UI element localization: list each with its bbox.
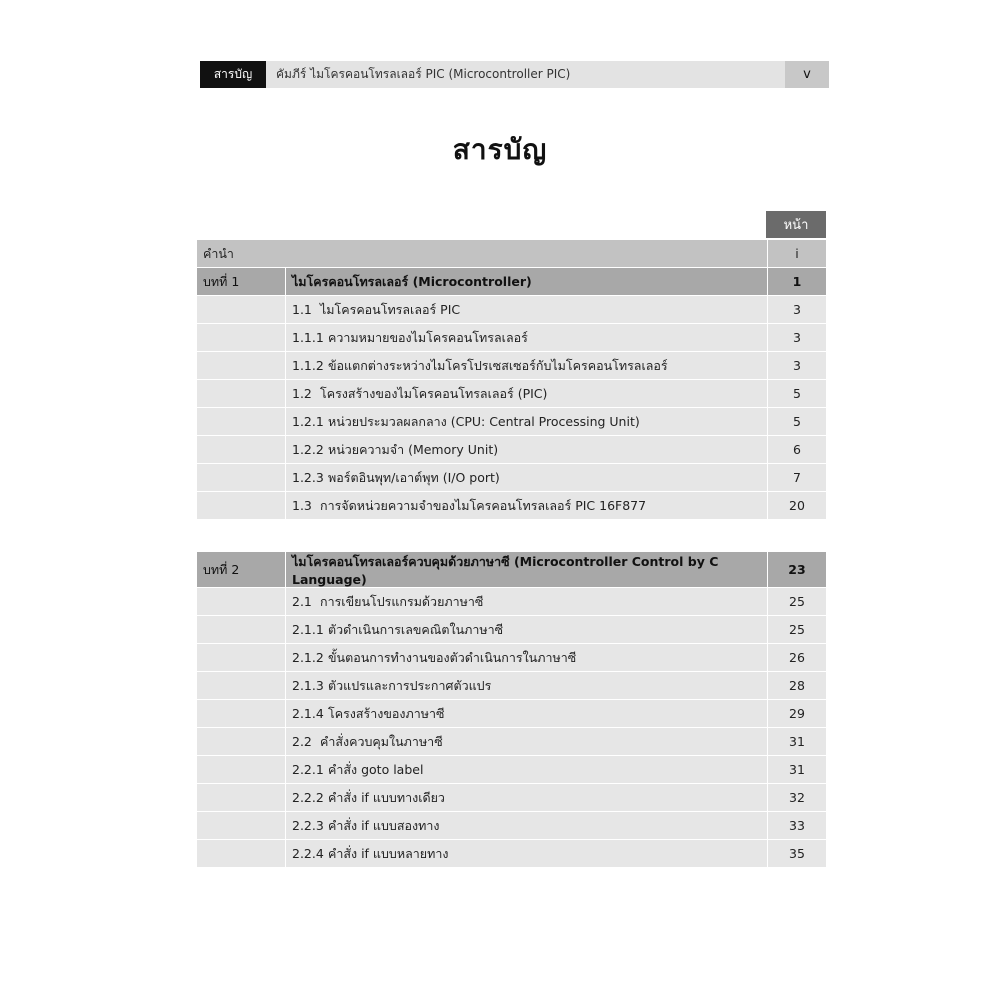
toc-row[interactable] — [197, 380, 827, 408]
toc-page-number: 3 — [768, 324, 827, 352]
toc-blank-cell — [197, 588, 286, 616]
toc-entry-number: 2.2.4 — [292, 845, 324, 861]
toc-row[interactable] — [197, 352, 827, 380]
toc-entry-number: 1.1.2 — [292, 357, 324, 373]
toc-blank-cell — [197, 380, 286, 408]
toc-entry-text: ตัวดำเนินการเลขคณิตในภาษาซี — [328, 621, 504, 637]
toc-row[interactable] — [197, 672, 827, 700]
toc-entry-number: 1.2.2 — [292, 441, 324, 457]
toc-chapter-title-text: ไมโครคอนโทรลเลอร์ (Microcontroller) — [292, 273, 532, 289]
toc-entry-number: 2.2.3 — [292, 817, 324, 833]
toc-entry-number: 1.3 — [292, 497, 312, 513]
toc-page-number: 35 — [768, 840, 827, 868]
toc-entry — [286, 616, 768, 644]
toc-entry-number: 2.1.4 — [292, 705, 324, 721]
toc-row[interactable] — [197, 728, 827, 756]
toc-chapter-label: บทที่ 1 — [197, 268, 286, 296]
toc-entry — [286, 644, 768, 672]
toc-page-number: 23 — [768, 552, 827, 588]
toc-page-number: 5 — [768, 408, 827, 436]
toc-chapter-title — [286, 268, 768, 296]
toc-page-number: 32 — [768, 784, 827, 812]
toc-entry — [286, 492, 768, 520]
toc-entry-number: 1.1 — [292, 301, 312, 317]
toc-entry-number: 2.1.3 — [292, 677, 324, 693]
toc-entry-text: คำสั่ง if แบบทางเดียว — [328, 789, 445, 805]
toc-row[interactable] — [197, 588, 827, 616]
toc-entry-text: การเขียนโปรแกรมด้วยภาษาซี — [320, 593, 484, 609]
toc-page-number: i — [768, 240, 827, 268]
toc-entry — [286, 380, 768, 408]
toc-entry-number: 2.2.2 — [292, 789, 324, 805]
toc-page-number: 1 — [768, 268, 827, 296]
toc-entry — [286, 672, 768, 700]
toc-blank-cell — [197, 812, 286, 840]
toc-row[interactable] — [197, 756, 827, 784]
toc-page-number: 6 — [768, 436, 827, 464]
toc-entry — [286, 728, 768, 756]
toc-entry-number: 1.2 — [292, 385, 312, 401]
header-page-number: v — [785, 61, 829, 88]
toc-page-number: 33 — [768, 812, 827, 840]
toc-entry-number: 2.1.2 — [292, 649, 324, 665]
toc-blank-cell — [197, 296, 286, 324]
toc-blank-cell — [197, 492, 286, 520]
toc-row[interactable] — [197, 700, 827, 728]
toc-entry — [286, 464, 768, 492]
toc-entry-text: ตัวแปรและการประกาศตัวแปร — [328, 677, 492, 693]
toc-page-number: 31 — [768, 728, 827, 756]
toc-blank-cell — [197, 700, 286, 728]
toc-row[interactable] — [197, 812, 827, 840]
toc-page-number: 7 — [768, 464, 827, 492]
toc-row[interactable] — [197, 296, 827, 324]
toc-page-number: 5 — [768, 380, 827, 408]
toc-row[interactable] — [197, 644, 827, 672]
toc-blank-cell — [197, 784, 286, 812]
toc-entry-text: คำสั่ง if แบบหลายทาง — [328, 845, 449, 861]
toc-row-chapter[interactable] — [197, 268, 827, 296]
toc-page-number: 20 — [768, 492, 827, 520]
toc-entry — [286, 324, 768, 352]
toc-blank-cell — [197, 324, 286, 352]
toc-chapter-title-text: ไมโครคอนโทรลเลอร์ควบคุมด้วยภาษาซี (Microcontroller Control by C Language) — [292, 554, 719, 587]
toc-entry — [286, 840, 768, 868]
toc-entry-text: การจัดหน่วยความจำของไมโครคอนโทรลเลอร์ PIC 16F877 — [320, 497, 647, 513]
toc-blank-cell — [197, 352, 286, 380]
page-title: สารบัญ — [452, 133, 548, 166]
toc-entry — [286, 436, 768, 464]
toc-blank-cell — [197, 672, 286, 700]
toc-entry-text: โครงสร้างของภาษาซี — [328, 705, 445, 721]
toc-entry-text: หน่วยความจำ (Memory Unit) — [328, 441, 499, 457]
toc-blank-cell — [197, 408, 286, 436]
page-column-label: หน้า — [766, 211, 826, 238]
toc-entry-number: 2.1 — [292, 593, 312, 609]
toc-entry-number: 1.1.1 — [292, 329, 324, 345]
toc-row-preface[interactable] — [197, 240, 827, 268]
toc-row[interactable] — [197, 408, 827, 436]
toc-preface-label: คำนำ — [197, 240, 768, 268]
toc-table-chapter-2 — [196, 551, 827, 868]
toc-entry-number: 2.2.1 — [292, 761, 324, 777]
toc-page-number: 26 — [768, 644, 827, 672]
toc-page-number: 25 — [768, 588, 827, 616]
toc-row[interactable] — [197, 436, 827, 464]
toc-entry-text: คำสั่งควบคุมในภาษาซี — [320, 733, 443, 749]
toc-entry — [286, 408, 768, 436]
toc-page-number: 28 — [768, 672, 827, 700]
toc-entry-text: หน่วยประมวลผลกลาง (CPU: Central Processing Unit) — [328, 413, 640, 429]
toc-entry-text: โครงสร้างของไมโครคอนโทรลเลอร์ (PIC) — [320, 385, 548, 401]
toc-row[interactable] — [197, 464, 827, 492]
toc-row-chapter[interactable] — [197, 552, 827, 588]
toc-entry — [286, 784, 768, 812]
toc-blank-cell — [197, 728, 286, 756]
toc-row[interactable] — [197, 324, 827, 352]
toc-entry — [286, 296, 768, 324]
toc-entry-text: คำสั่ง if แบบสองทาง — [328, 817, 440, 833]
toc-blank-cell — [197, 840, 286, 868]
toc-row[interactable] — [197, 784, 827, 812]
toc-table-chapter-1 — [196, 239, 827, 520]
toc-page-number: 29 — [768, 700, 827, 728]
toc-page-number: 31 — [768, 756, 827, 784]
toc-blank-cell — [197, 464, 286, 492]
toc-entry — [286, 588, 768, 616]
toc-row[interactable] — [197, 492, 827, 520]
running-header — [200, 61, 829, 88]
toc-blank-cell — [197, 436, 286, 464]
toc-row[interactable] — [197, 840, 827, 868]
toc-entry-text: ไมโครคอนโทรลเลอร์ PIC — [320, 301, 461, 317]
toc-row[interactable] — [197, 616, 827, 644]
toc-entry-text: พอร์ตอินพุท/เอาต์พุท (I/O port) — [328, 469, 500, 485]
toc-page-number: 25 — [768, 616, 827, 644]
toc-blank-cell — [197, 644, 286, 672]
toc-chapter-label: บทที่ 2 — [197, 552, 286, 588]
toc-chapter-title — [286, 552, 768, 588]
header-section-label: สารบัญ — [200, 61, 266, 88]
toc-entry — [286, 700, 768, 728]
toc-entry-number: 2.1.1 — [292, 621, 324, 637]
toc-blank-cell — [197, 756, 286, 784]
toc-entry-number: 1.2.3 — [292, 469, 324, 485]
header-book-title: คัมภีร์ ไมโครคอนโทรลเลอร์ PIC (Microcontroller PIC) — [266, 61, 785, 88]
toc-entry — [286, 756, 768, 784]
toc-page-number: 3 — [768, 352, 827, 380]
toc-blank-cell — [197, 616, 286, 644]
toc-entry-number: 1.2.1 — [292, 413, 324, 429]
toc-entry-text: คำสั่ง goto label — [328, 761, 424, 777]
toc-entry — [286, 812, 768, 840]
toc-entry-text: ขั้นตอนการทำงานของตัวดำเนินการในภาษาซี — [328, 649, 577, 665]
toc-entry — [286, 352, 768, 380]
toc-entry-text: ความหมายของไมโครคอนโทรลเลอร์ — [328, 329, 528, 345]
toc-entry-text: ข้อแตกต่างระหว่างไมโครโปรเซสเซอร์กับไมโครคอนโทรลเลอร์ — [328, 357, 668, 373]
toc-entry-number: 2.2 — [292, 733, 312, 749]
toc-page-number: 3 — [768, 296, 827, 324]
